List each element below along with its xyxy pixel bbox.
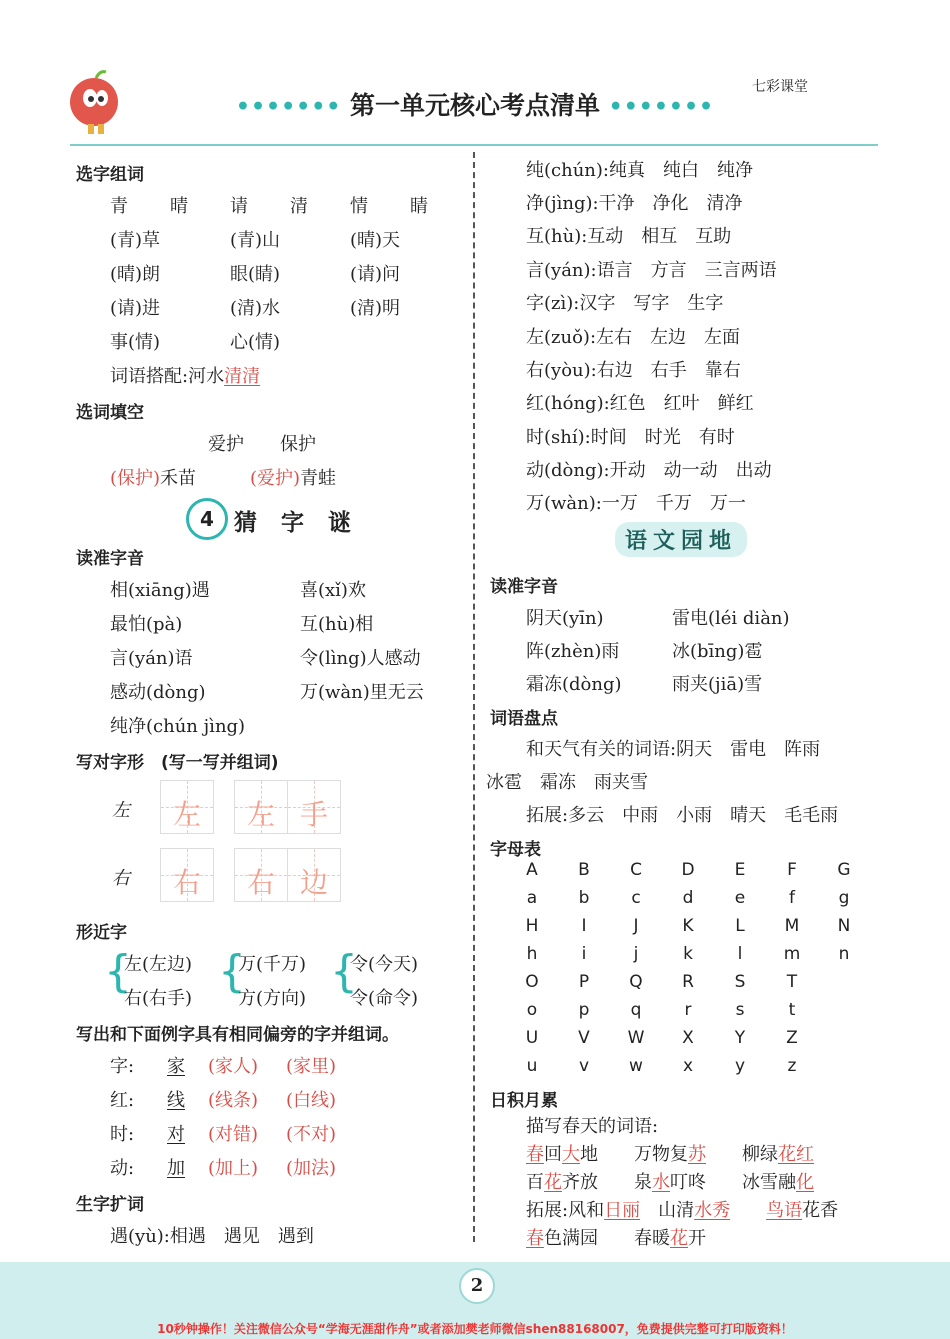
alphabet-letter: w <box>629 1056 643 1076</box>
idiom-text: 山清 <box>640 1200 695 1221</box>
alphabet-letter: M <box>784 916 800 936</box>
section-title: 读准字音 <box>76 549 144 569</box>
similar-char: 左(左边) <box>124 954 193 975</box>
word-row <box>110 328 350 354</box>
radical-word: (对错) <box>208 1124 259 1145</box>
expand-line: 遇(yù):相遇 遇见 遇到 <box>110 1226 314 1247</box>
pinyin-item: 令(lìng)人感动 <box>300 648 421 669</box>
write-label: 左 <box>112 800 130 821</box>
pinyin-item: 喜(xǐ)欢 <box>300 580 366 601</box>
idiom-answer: 水秀 <box>694 1200 731 1221</box>
alphabet-letter: I <box>581 916 587 936</box>
alphabet-letter: E <box>734 860 746 880</box>
expand-line: 净(jìng):干净 净化 清净 <box>526 193 743 214</box>
word: (晴)朗 <box>110 264 161 285</box>
alphabet-letter: D <box>681 860 695 880</box>
idiom-text: 百 <box>526 1172 544 1193</box>
alphabet-letter: H <box>525 916 539 936</box>
radical-word: (家人) <box>208 1056 259 1077</box>
section-title <box>76 748 279 773</box>
radical-word: (白线) <box>286 1090 337 1111</box>
pinyin-item: 纯净(chún jìng) <box>110 716 246 737</box>
idiom-answer: 春 <box>526 1144 544 1165</box>
idiom-intro: 描写春天的词语: <box>526 1116 659 1137</box>
expand-line: 字(zì):汉字 写字 生字 <box>526 293 724 314</box>
radical-key: 时: <box>110 1124 135 1145</box>
word: (请)问 <box>350 264 401 285</box>
radical-char: 家 <box>167 1056 185 1077</box>
lesson-title: 猜 字 谜 <box>234 509 360 536</box>
lesson-number: 4 <box>186 498 228 540</box>
collocation-answer: 清清 <box>224 366 261 387</box>
section-title: 词语盘点 <box>490 709 558 729</box>
radical-word: (加上) <box>208 1158 259 1179</box>
idiom-text <box>730 1200 766 1221</box>
expand-line: 左(zuǒ):左右 左边 左面 <box>526 327 741 348</box>
char: 请 <box>230 196 248 217</box>
pinyin-item: 雨夹(jiā)雪 <box>672 674 763 695</box>
alphabet-letter: R <box>682 972 694 992</box>
word: (清)明 <box>350 298 401 319</box>
alphabet-letter: L <box>735 916 745 936</box>
writing-box <box>160 780 214 834</box>
radical-row <box>110 1086 336 1112</box>
idiom-answer: 苏 <box>688 1144 706 1165</box>
idiom-text: 柳绿 <box>706 1144 778 1165</box>
answer: (爱护) <box>250 468 301 489</box>
pinyin-item: 互(hù)相 <box>300 614 374 635</box>
alphabet-letter: B <box>578 860 590 880</box>
alphabet-letter: d <box>682 888 694 908</box>
radical-word: (家里) <box>286 1056 337 1077</box>
idiom-text: 拓展:风和 <box>526 1200 605 1221</box>
alphabet-letter: n <box>838 944 850 964</box>
idiom-line <box>526 1168 814 1194</box>
alphabet-letter: v <box>578 1056 590 1076</box>
radical-word: (加法) <box>286 1158 337 1179</box>
alphabet-letter: u <box>526 1056 538 1076</box>
vocab-line: 和天气有关的词语:阴天 雷电 阵雨 <box>526 739 821 760</box>
alphabet-letter: r <box>684 1000 692 1020</box>
alphabet-letter: W <box>627 1028 645 1048</box>
pinyin-item: 最怕(pà) <box>110 614 183 635</box>
writing-box <box>287 848 341 902</box>
idiom-answer: 花红 <box>778 1144 814 1165</box>
alphabet-letter: k <box>683 944 693 964</box>
alphabet-letter: Z <box>786 1028 798 1048</box>
box-char: 边 <box>299 866 328 899</box>
collocation-prefix: 词语搭配:河水 <box>110 366 225 387</box>
alphabet-letter: t <box>788 1000 796 1020</box>
word-row <box>110 294 470 320</box>
alphabet-letter: V <box>578 1028 590 1048</box>
expand-line: 动(dòng):开动 动一动 出动 <box>526 460 772 481</box>
radical-char: 对 <box>167 1124 185 1145</box>
alphabet-letter: T <box>786 972 798 992</box>
word-row <box>110 260 470 286</box>
alphabet-letter: p <box>578 1000 590 1020</box>
idiom-answer: 春 <box>526 1228 544 1249</box>
garden-title: 语文园地 <box>615 522 747 557</box>
footer-notice: 10秒钟操作！关注微信公众号“学海无涯甜作舟”或者添加樊老师微信shen88168007，免费提供完整可打印版资料！ <box>157 1322 793 1336</box>
similar-char: 令(命令) <box>350 988 419 1009</box>
similar-char: 右(右手) <box>124 988 193 1009</box>
word: 心(情) <box>230 332 281 353</box>
page-number: 2 <box>459 1268 495 1304</box>
expand-line: 互(hù):互动 相互 互助 <box>526 226 732 247</box>
alphabet-letter: S <box>734 972 746 992</box>
pinyin-item: 阵(zhèn)雨 <box>526 641 620 662</box>
section-subtitle: (写一写并组词) <box>161 753 279 773</box>
writing-box <box>234 780 288 834</box>
alphabet-letter: X <box>682 1028 694 1048</box>
collocation <box>110 362 260 388</box>
alphabet-letter: o <box>526 1000 538 1020</box>
alphabet-letter: Q <box>629 972 643 992</box>
idiom-text: 齐放 泉 <box>562 1172 652 1193</box>
alphabet-letter: a <box>526 888 538 908</box>
alphabet-letter: C <box>630 860 642 880</box>
box-char: 手 <box>299 798 328 831</box>
idiom-answer: 日丽 <box>604 1200 641 1221</box>
idiom-text: 万物复 <box>598 1144 688 1165</box>
expand-line: 万(wàn):一万 千万 万一 <box>526 493 746 514</box>
word: (晴)天 <box>350 230 401 251</box>
radical-key: 字: <box>110 1056 135 1077</box>
radical-char: 加 <box>167 1158 185 1179</box>
pinyin-item: 相(xiāng)遇 <box>110 580 210 601</box>
answer: (保护) <box>110 468 161 489</box>
idiom-text: 回 <box>544 1144 562 1165</box>
pinyin-item: 雷电(léi diàn) <box>672 608 790 629</box>
alphabet-letter: K <box>682 916 694 936</box>
char: 情 <box>350 196 368 217</box>
box-char: 左 <box>172 798 201 831</box>
section-title: 生字扩词 <box>76 1195 144 1215</box>
alphabet-letter: q <box>630 1000 642 1020</box>
similar-char: 万(千万) <box>238 954 307 975</box>
radical-key: 红: <box>110 1090 135 1111</box>
alphabet-letter: N <box>837 916 851 936</box>
alphabet-letter: s <box>735 1000 745 1020</box>
alphabet-letter: g <box>838 888 850 908</box>
section-title: 写出和下面例字具有相同偏旁的字并组词。 <box>76 1025 399 1045</box>
idiom-text: 开 <box>688 1228 706 1249</box>
alphabet-letter: c <box>631 888 641 908</box>
pinyin-item: 霜冻(dòng) <box>526 674 622 695</box>
idiom-answer: 化 <box>796 1172 814 1193</box>
section-title: 日积月累 <box>490 1091 558 1111</box>
expand-line: 言(yán):语言 方言 三言两语 <box>526 260 777 281</box>
char: 晴 <box>170 196 188 217</box>
pinyin-item: 言(yán)语 <box>110 648 193 669</box>
pinyin-item: 感动(dòng) <box>110 682 206 703</box>
idiom-line <box>526 1196 838 1222</box>
vocab-line: 拓展:多云 中雨 小雨 晴天 毛毛雨 <box>526 805 839 826</box>
alphabet-letter: x <box>682 1056 694 1076</box>
fill-text: 青蛙 <box>300 468 337 489</box>
idiom-text: 地 <box>580 1144 598 1165</box>
alphabet-letter: F <box>787 860 797 880</box>
idiom-answer: 水 <box>652 1172 670 1193</box>
idiom-answer: 鸟语 <box>766 1200 803 1221</box>
idiom-answer: 花 <box>544 1172 562 1193</box>
word: (青)山 <box>230 230 281 251</box>
writing-box <box>287 780 341 834</box>
brace-icon: { <box>104 946 132 997</box>
idiom-line <box>526 1140 814 1166</box>
expand-line: 右(yòu):右边 右手 靠右 <box>526 360 741 381</box>
alphabet-letter: G <box>837 860 851 880</box>
section-title: 选词填空 <box>76 403 144 423</box>
radical-word: (线条) <box>208 1090 259 1111</box>
brand-label: 七彩课堂 <box>752 79 808 95</box>
section-title: 选字组词 <box>76 165 144 185</box>
alphabet-letter: Y <box>734 1028 746 1048</box>
pinyin-item: 阴天(yīn) <box>526 608 604 629</box>
alphabet-letter: e <box>734 888 746 908</box>
alphabet-letter: h <box>526 944 538 964</box>
write-label: 右 <box>112 868 130 889</box>
word: (清)水 <box>230 298 281 319</box>
word: 眼(睛) <box>230 264 281 285</box>
alphabet-letter: f <box>789 888 795 908</box>
expand-line: 纯(chún):纯真 纯白 纯净 <box>526 160 753 181</box>
char: 清 <box>290 196 308 217</box>
radical-row <box>110 1154 336 1180</box>
char-list <box>110 192 470 218</box>
pinyin-item: 冰(bīng)雹 <box>672 641 763 662</box>
idiom-answer: 花 <box>670 1228 688 1249</box>
fill-answer-2 <box>250 464 336 490</box>
header-divider <box>70 144 878 146</box>
radical-row <box>110 1120 336 1146</box>
char: 睛 <box>410 196 428 217</box>
alphabet-letter: i <box>581 944 587 964</box>
alphabet-letter: P <box>578 972 590 992</box>
box-char: 左 <box>246 798 275 831</box>
char: 青 <box>110 196 128 217</box>
word-row <box>110 226 470 252</box>
page-title: ••••••• 第一单元核心考点清单 ••••••• <box>235 91 715 120</box>
radical-char: 线 <box>167 1090 185 1111</box>
brace-icon: { <box>330 946 358 997</box>
expand-line: 时(shí):时间 时光 有时 <box>526 427 735 448</box>
section-title: 读准字音 <box>490 577 558 597</box>
radical-row <box>110 1052 336 1078</box>
section-title: 字母表 <box>490 840 541 860</box>
idiom-text: 叮咚 冰雪融 <box>670 1172 796 1193</box>
expand-line: 红(hóng):红色 红叶 鲜红 <box>526 393 754 414</box>
alphabet-letter: A <box>526 860 538 880</box>
radical-key: 动: <box>110 1158 135 1179</box>
idiom-line <box>526 1224 706 1250</box>
alphabet-letter: m <box>783 944 801 964</box>
section-title: 形近字 <box>76 923 127 943</box>
word: (青)草 <box>110 230 161 251</box>
radical-word: (不对) <box>286 1124 337 1145</box>
vocab-line: 冰雹 霜冻 雨夹雪 <box>486 772 648 793</box>
word: 事(情) <box>110 332 161 353</box>
column-divider <box>473 152 475 1242</box>
word-choices: 爱护 保护 <box>208 434 316 455</box>
idiom-answer: 大 <box>562 1144 580 1165</box>
alphabet-letter: z <box>787 1056 797 1076</box>
section-title-main: 写对字形 <box>76 753 144 773</box>
pinyin-item: 万(wàn)里无云 <box>300 682 424 703</box>
alphabet-letter: J <box>633 916 639 936</box>
idiom-text: 花香 <box>802 1200 839 1221</box>
writing-box <box>160 848 214 902</box>
box-char: 右 <box>246 866 275 899</box>
alphabet-letter: y <box>734 1056 746 1076</box>
alphabet-letter: U <box>525 1028 539 1048</box>
alphabet-letter: l <box>737 944 743 964</box>
writing-box <box>234 848 288 902</box>
brace-icon: { <box>218 946 246 997</box>
alphabet-letter: O <box>525 972 539 992</box>
similar-char: 令(今天) <box>350 954 419 975</box>
fill-answer-1 <box>110 464 196 490</box>
idiom-text: 色满园 春暖 <box>544 1228 670 1249</box>
alphabet-letter: j <box>633 944 639 964</box>
similar-char: 方(方向) <box>238 988 307 1009</box>
word: (请)进 <box>110 298 161 319</box>
alphabet-letter: b <box>578 888 590 908</box>
fill-text: 禾苗 <box>160 468 197 489</box>
box-char: 右 <box>172 866 201 899</box>
